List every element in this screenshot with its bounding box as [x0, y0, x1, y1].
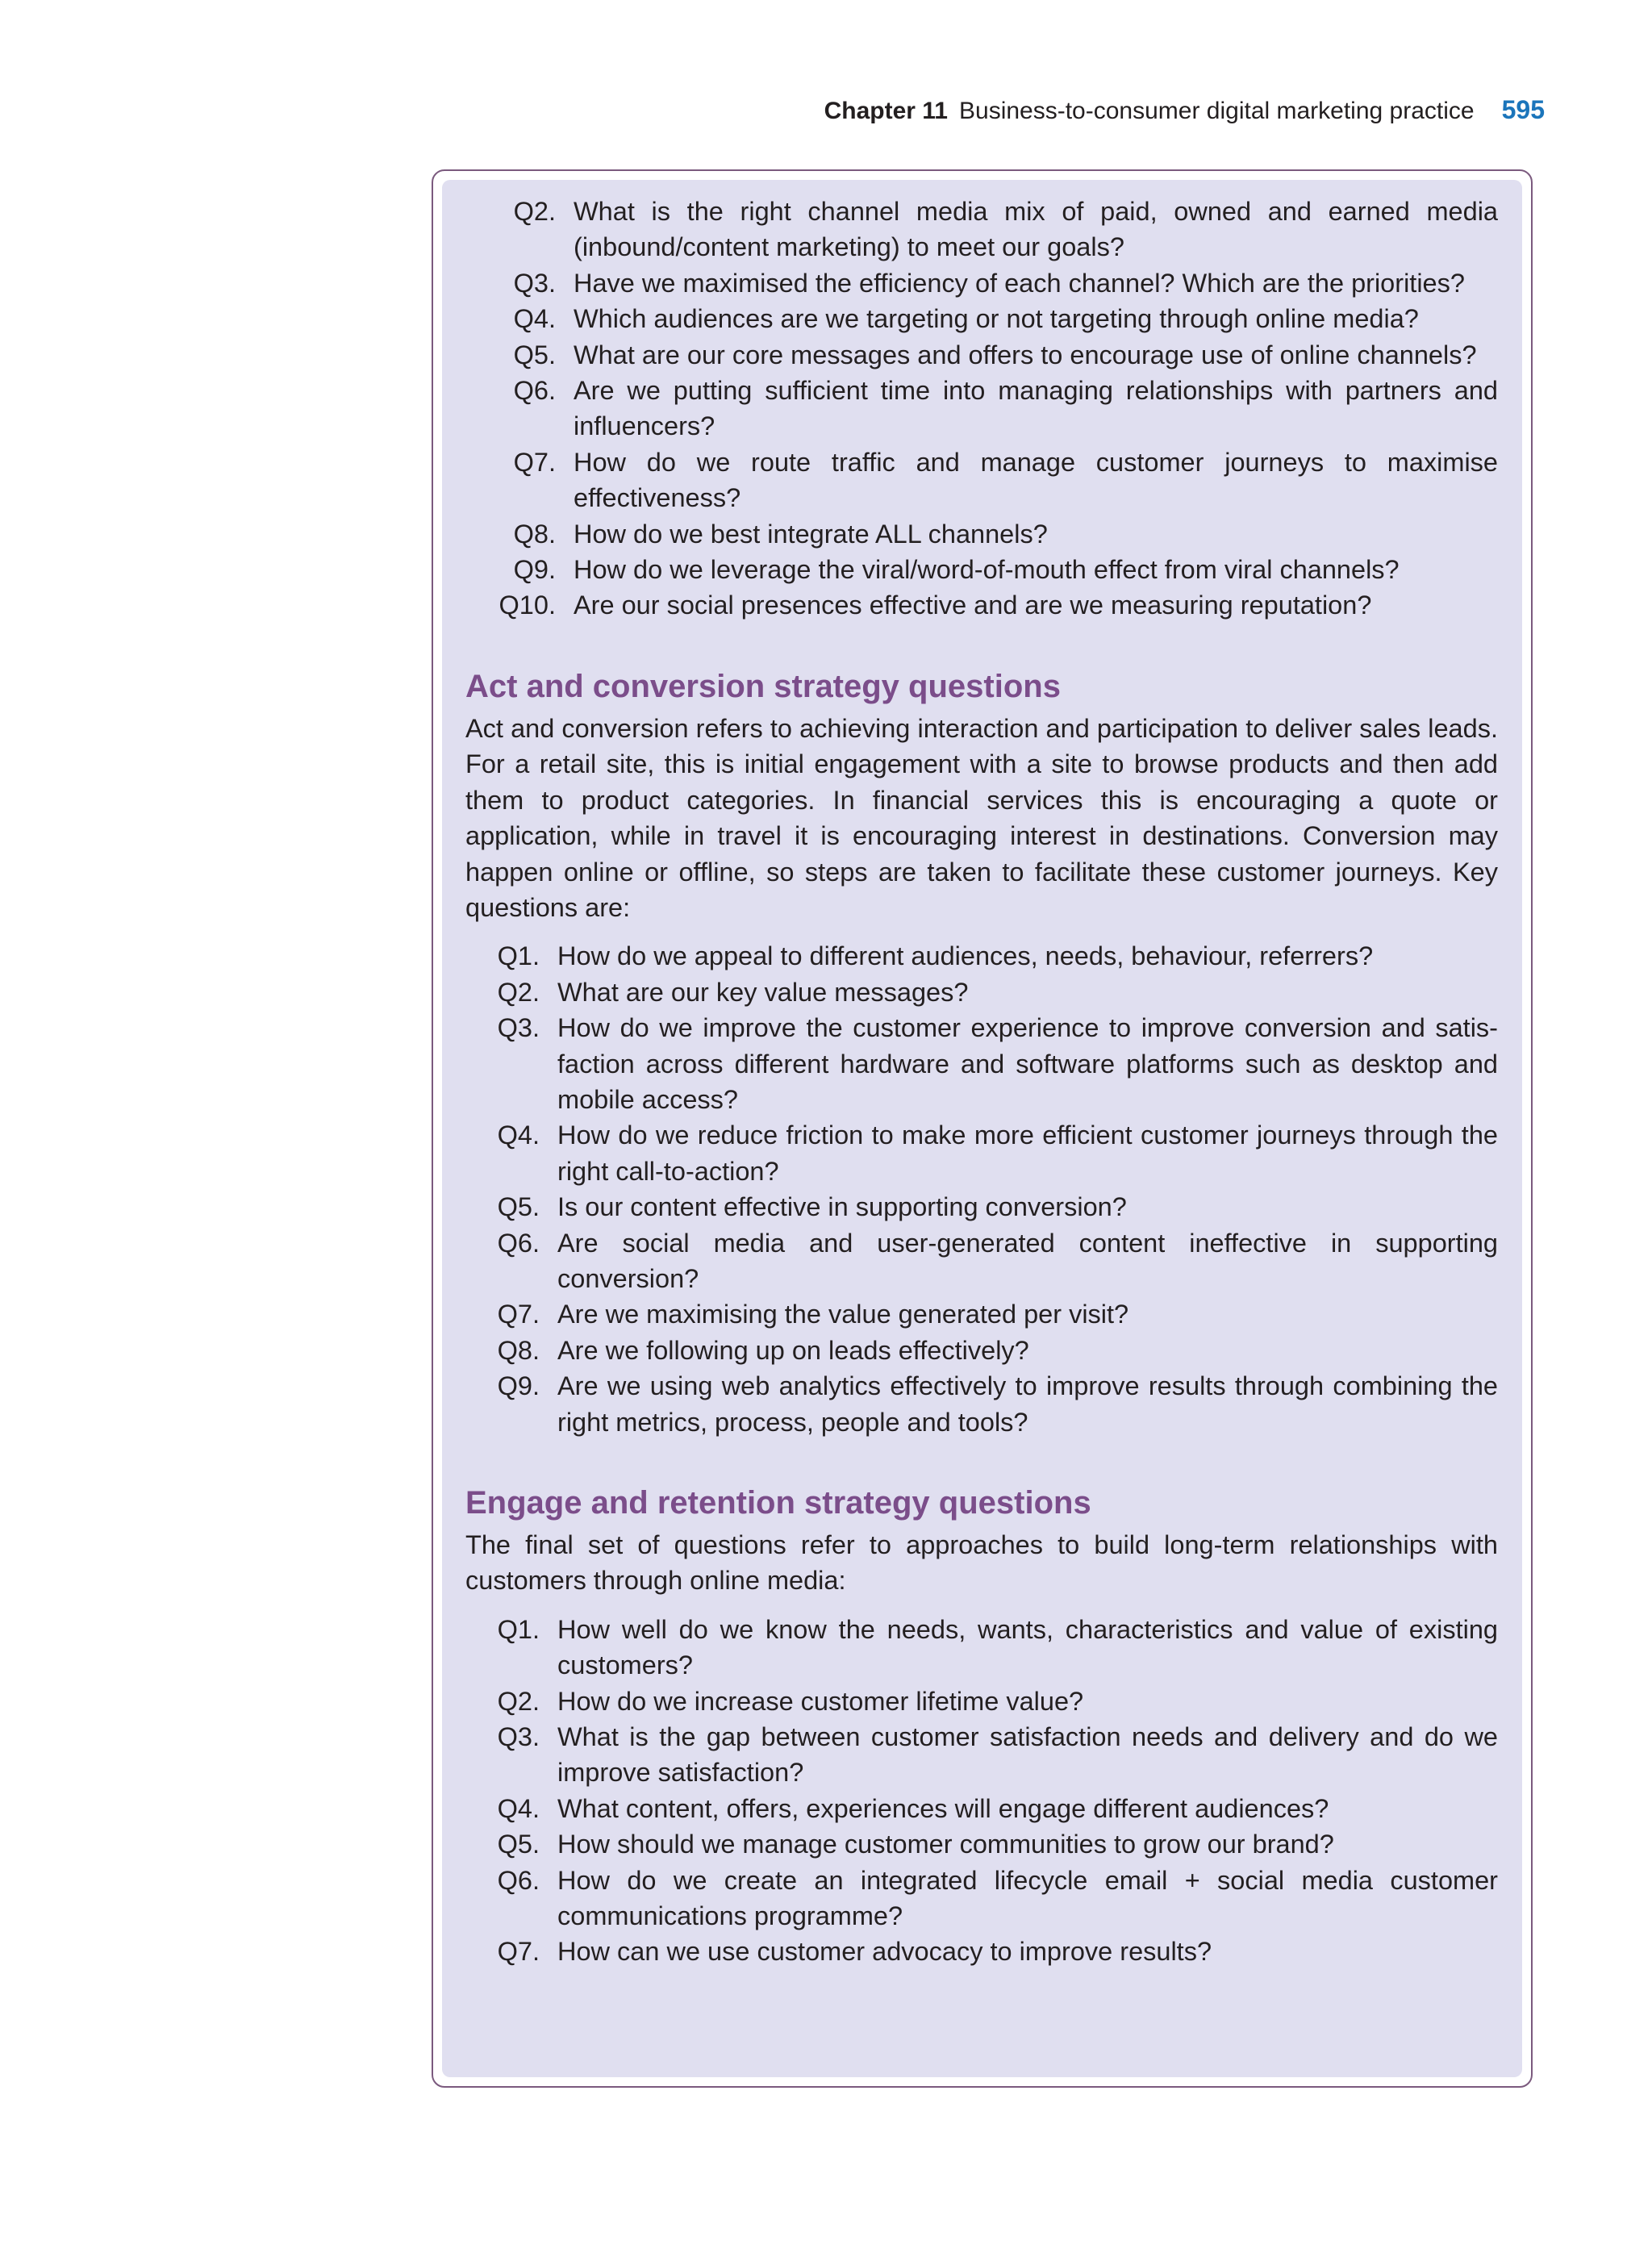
- list-item: [465, 587, 1498, 623]
- list-item: [465, 552, 1498, 587]
- question-number: Q8.: [513, 519, 556, 549]
- list-item: [465, 444, 1498, 516]
- list-item: [465, 1189, 1498, 1225]
- list-item: [465, 1333, 1498, 1368]
- question-text: How do we create an integrated lifecycle email + social media customer communications programme?: [557, 1865, 1498, 1931]
- engage-section-intro: The final set of questions refer to approaches to build long-term relationships with customers through online media:: [465, 1530, 1498, 1596]
- question-text: How do we appeal to different audiences, needs, behaviour, referrers?: [557, 941, 1374, 971]
- question-text: Are we putting sufficient time into managing relationships with partners and influencers?: [574, 376, 1498, 441]
- question-text: How do we best integrate ALL channels?: [574, 519, 1048, 549]
- question-text: What content, offers, experiences will engage different audiences?: [557, 1793, 1329, 1823]
- list-item: [465, 1684, 1498, 1719]
- list-item: [465, 373, 1498, 444]
- question-number: Q7.: [497, 1300, 540, 1329]
- list-item: [465, 337, 1498, 373]
- question-text: Are social media and user-generated content ineffective in supporting conversion?: [557, 1228, 1498, 1293]
- question-number: Q5.: [497, 1830, 540, 1859]
- running-header: [824, 95, 1545, 126]
- question-text: What are our core messages and offers to encourage use of online channels?: [574, 340, 1477, 369]
- list-item: [465, 301, 1498, 336]
- question-number: Q9.: [497, 1371, 540, 1401]
- list-item: [465, 1225, 1498, 1297]
- question-text: Are we using web analytics effectively to improve results through combining the right metrics, process, people and tools?: [557, 1371, 1498, 1437]
- question-number: Q1.: [497, 941, 540, 971]
- question-number: Q7.: [497, 1937, 540, 1967]
- question-text: How well do we know the needs, wants, characteristics and value of existing customers?: [557, 1614, 1498, 1680]
- question-number: Q4.: [497, 1793, 540, 1823]
- list-item: [465, 1296, 1498, 1332]
- question-number: Q4.: [513, 304, 556, 334]
- question-text: What is the right channel media mix of paid, owned and earned media (inbound/content marketing) to meet our goals?: [574, 197, 1498, 262]
- question-text: How do we leverage the viral/word-of-mouth effect from viral channels?: [574, 555, 1400, 585]
- question-text: Are we maximising the value generated per visit?: [557, 1300, 1129, 1329]
- page-number: 595: [1501, 95, 1545, 124]
- question-text: Which audiences are we targeting or not targeting through online media?: [574, 304, 1419, 334]
- question-number: Q8.: [497, 1335, 540, 1365]
- list-item: [465, 974, 1498, 1010]
- question-text: How do we reduce friction to make more efficient customer journeys through the right call-to-action?: [557, 1120, 1498, 1186]
- question-number: Q3.: [497, 1013, 540, 1043]
- question-number: Q3.: [513, 268, 556, 298]
- question-text: How do we improve the customer experience to improve conversion and satis-faction across different hardware and software platforms such as desktop and mobile access?: [557, 1013, 1498, 1114]
- list-item: [465, 1934, 1498, 1969]
- question-number: Q10.: [499, 590, 556, 620]
- list-item: [465, 1826, 1498, 1862]
- question-number: Q7.: [513, 447, 556, 477]
- question-number: Q6.: [497, 1865, 540, 1895]
- question-text: What is the gap between customer satisfaction needs and delivery and do we improve satisfaction?: [557, 1722, 1498, 1788]
- list-item: [465, 194, 1498, 265]
- act-section-heading: Act and conversion strategy questions: [465, 668, 1061, 704]
- act-questions-list: [465, 938, 1498, 1440]
- list-item: [465, 1863, 1498, 1934]
- chapter-label: Chapter 11: [824, 98, 948, 124]
- question-number: Q9.: [513, 555, 556, 585]
- engage-questions-list: [465, 1612, 1498, 1970]
- question-text: Are our social presences effective and are we measuring reputation?: [574, 590, 1372, 620]
- act-section-intro: Act and conversion refers to achieving interaction and participation to deliver sales leads. For a retail site, this is initial engagement with a site to browse products and then add them to product categories. In financial services this is encouraging a quote or application, while in travel it is encouraging interest in destinations. Conversion may happen online or offline, so steps are taken to facilitate these customer journeys. Key questions are:: [465, 713, 1498, 922]
- question-number: Q3.: [497, 1722, 540, 1752]
- question-number: Q5.: [513, 340, 556, 369]
- question-text: What are our key value messages?: [557, 977, 969, 1007]
- list-item: [465, 1612, 1498, 1684]
- list-item: [465, 1010, 1498, 1117]
- question-number: Q2.: [497, 977, 540, 1007]
- question-text: Is our content effective in supporting conversion?: [557, 1192, 1127, 1222]
- list-item: [465, 265, 1498, 301]
- chapter-title: Business-to-consumer digital marketing practice: [959, 98, 1475, 124]
- question-text: How can we use customer advocacy to improve results?: [557, 1937, 1212, 1967]
- box-content: [465, 194, 1498, 1970]
- list-item: [465, 938, 1498, 974]
- question-number: Q2.: [513, 197, 556, 226]
- question-number: Q5.: [497, 1192, 540, 1222]
- question-number: Q6.: [497, 1228, 540, 1258]
- list-item: [465, 1719, 1498, 1791]
- question-text: How do we route traffic and manage customer journeys to maximise effectiveness?: [574, 447, 1498, 513]
- question-text: How do we increase customer lifetime value?: [557, 1686, 1084, 1716]
- list-item: [465, 1117, 1498, 1189]
- question-text: Have we maximised the efficiency of each channel? Which are the priorities?: [574, 268, 1465, 298]
- question-number: Q2.: [497, 1686, 540, 1716]
- question-number: Q6.: [513, 376, 556, 406]
- list-item: [465, 516, 1498, 552]
- question-number: Q1.: [497, 1614, 540, 1644]
- list-item: [465, 1791, 1498, 1826]
- engage-section-heading: Engage and retention strategy questions: [465, 1485, 1091, 1521]
- question-text: How should we manage customer communities to grow our brand?: [557, 1830, 1334, 1859]
- list-item: [465, 1368, 1498, 1440]
- question-number: Q4.: [497, 1120, 540, 1150]
- reach-questions-list: [465, 194, 1498, 624]
- question-text: Are we following up on leads effectively?: [557, 1335, 1029, 1365]
